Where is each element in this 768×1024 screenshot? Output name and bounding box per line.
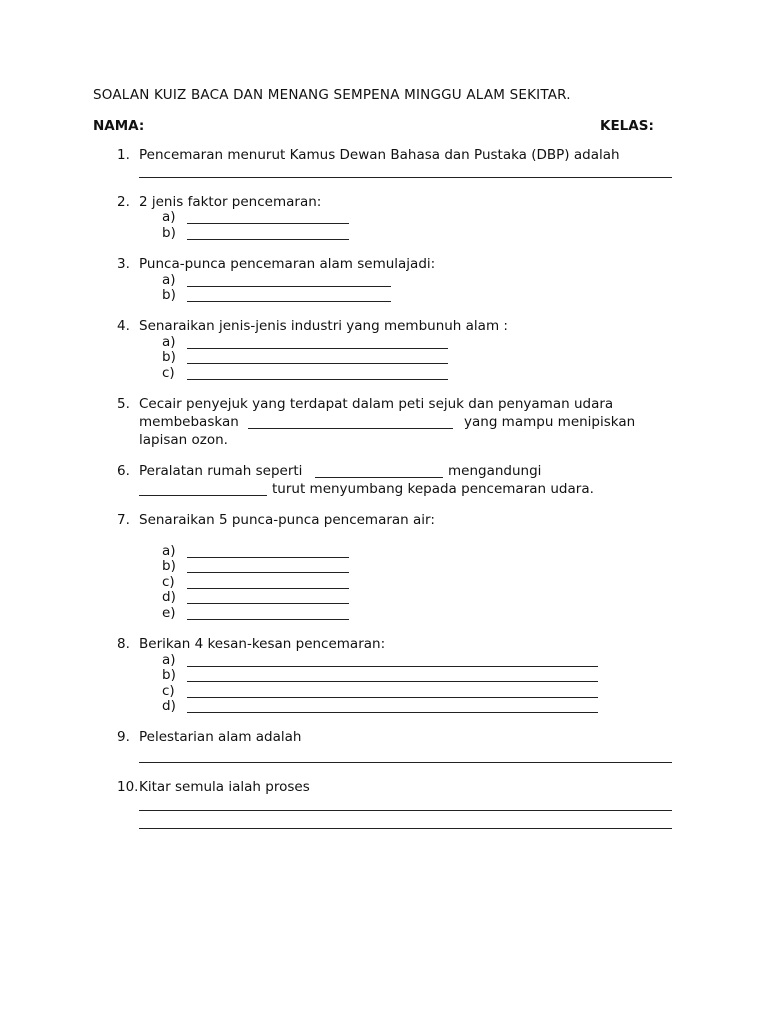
option-label: c) [162,574,175,590]
answer-line[interactable] [248,428,453,429]
answer-line[interactable] [139,177,672,178]
option-label: a) [162,272,176,288]
answer-line[interactable] [187,619,349,620]
answer-line[interactable] [187,363,448,364]
answer-line[interactable] [187,286,391,287]
question-4-number: 4. [117,318,130,334]
question-6-number: 6. [117,463,130,479]
answer-line[interactable] [139,828,672,829]
question-6-line1b: mengandungi [448,463,542,479]
question-5-line2b: yang mampu menipiskan [464,414,636,430]
question-5-line2a: membebaskan [139,414,239,430]
question-3-text: Punca-punca pencemaran alam semulajadi: [139,256,436,272]
option-label: b) [162,667,176,683]
answer-line[interactable] [187,588,349,589]
question-1-number: 1. [117,147,130,163]
option-label: d) [162,589,176,605]
option-label: a) [162,543,176,559]
question-2-text: 2 jenis faktor pencemaran: [139,194,322,210]
option-label: a) [162,334,176,350]
answer-line[interactable] [139,495,267,496]
option-label: b) [162,225,176,241]
answer-line[interactable] [187,603,349,604]
question-3-number: 3. [117,256,130,272]
question-8-text: Berikan 4 kesan-kesan pencemaran: [139,636,386,652]
answer-line[interactable] [187,348,448,349]
option-label: b) [162,558,176,574]
answer-line[interactable] [139,762,672,763]
nama-label: NAMA: [93,118,145,134]
question-10-text: Kitar semula ialah proses [139,779,310,795]
option-label: e) [162,605,176,621]
answer-line[interactable] [187,301,391,302]
answer-line[interactable] [187,223,349,224]
option-label: c) [162,365,175,381]
question-4-text: Senaraikan jenis-jenis industri yang membunuh alam : [139,318,508,334]
option-label: d) [162,698,176,714]
question-7-text: Senaraikan 5 punca-punca pencemaran air: [139,512,435,528]
answer-line[interactable] [139,810,672,811]
question-9-text: Pelestarian alam adalah [139,729,302,745]
answer-line[interactable] [187,557,349,558]
question-1-text: Pencemaran menurut Kamus Dewan Bahasa dan Pustaka (DBP) adalah [139,147,620,163]
answer-line[interactable] [187,712,598,713]
question-5-number: 5. [117,396,130,412]
question-8-number: 8. [117,636,130,652]
option-label: b) [162,349,176,365]
answer-line[interactable] [187,681,598,682]
question-10-number: 10. [117,779,139,795]
question-6-line2: turut menyumbang kepada pencemaran udara. [272,481,594,497]
answer-line[interactable] [187,697,598,698]
answer-line[interactable] [315,477,443,478]
answer-line[interactable] [187,379,448,380]
option-label: a) [162,209,176,225]
option-label: c) [162,683,175,699]
answer-line[interactable] [187,239,349,240]
option-label: a) [162,652,176,668]
option-label: b) [162,287,176,303]
answer-line[interactable] [187,572,349,573]
question-7-number: 7. [117,512,130,528]
question-9-number: 9. [117,729,130,745]
answer-line[interactable] [187,666,598,667]
page-title: SOALAN KUIZ BACA DAN MENANG SEMPENA MINGGU ALAM SEKITAR. [93,87,571,103]
kelas-label: KELAS: [600,118,654,134]
question-6-line1a: Peralatan rumah seperti [139,463,303,479]
question-5-line3: lapisan ozon. [139,432,228,448]
question-2-number: 2. [117,194,130,210]
question-5-line1: Cecair penyejuk yang terdapat dalam peti sejuk dan penyaman udara [139,396,614,412]
